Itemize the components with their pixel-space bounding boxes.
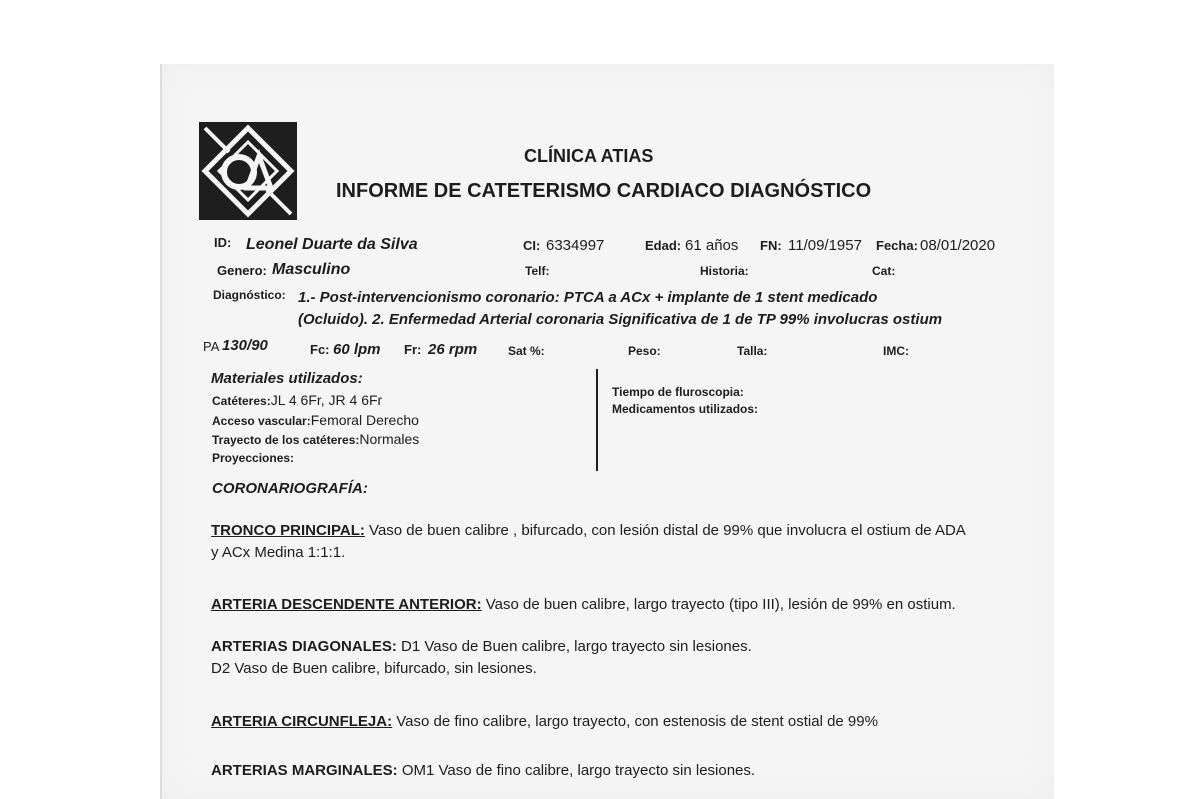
materiales-heading: Materiales utilizados: <box>211 370 363 387</box>
tronco-text-2: y ACx Medina 1:1:1. <box>211 544 346 561</box>
ci-label: CI: <box>523 238 541 253</box>
marginales-text: OM1 Vaso de fino calibre, largo trayecto sin lesiones. <box>397 762 756 779</box>
acceso-row <box>212 412 419 430</box>
trayecto-value: Normales <box>359 431 420 447</box>
fecha-label: Fecha: <box>876 238 918 253</box>
trayecto-row <box>212 431 419 449</box>
fr-value: 26 rpm <box>428 341 478 358</box>
diagonales-text-2: D2 Vaso de Buen calibre, bifurcado, sin lesiones. <box>211 660 537 677</box>
fecha-value: 08/01/2020 <box>920 237 996 254</box>
ci-value: 6334997 <box>546 237 605 254</box>
acceso-label: Acceso vascular: <box>212 414 311 428</box>
marginales-label: ARTERIAS MARGINALES: <box>211 762 398 779</box>
fn-value: 11/09/1957 <box>788 237 862 254</box>
diagonales-text-1: D1 Vaso de Buen calibre, largo trayecto sin lesiones. <box>396 638 752 655</box>
id-label: ID: <box>214 235 232 250</box>
historia-label: Historia: <box>700 264 749 278</box>
column-divider <box>596 369 598 471</box>
cateteres-label: Catéteres: <box>212 394 271 408</box>
pa-label: PA <box>203 339 220 354</box>
circunfleja-text: Vaso de fino calibre, largo trayecto, con estenosis de stent ostial de 99% <box>392 713 878 730</box>
tronco-text-1: Vaso de buen calibre , bifurcado, con lesión distal de 99% que involucra el ostium de ADA <box>364 522 966 539</box>
telf-label: Telf: <box>525 264 550 278</box>
talla-label: Talla: <box>737 344 768 358</box>
ada-label: ARTERIA DESCENDENTE ANTERIOR: <box>211 596 482 613</box>
diagnostico-line-1: 1.- Post-intervencionismo coronario: PTCA a ACx + implante de 1 stent medicado <box>298 289 878 306</box>
peso-label: Peso: <box>628 344 661 358</box>
diagnostico-line-2: (Ocluido). 2. Enfermedad Arterial coronaria Significativa de 1 de TP 99% involucras ostium <box>298 311 943 328</box>
tronco-label: TRONCO PRINCIPAL: <box>211 522 365 539</box>
fc-value: 60 lpm <box>333 341 381 358</box>
fr-label: Fr: <box>404 342 422 357</box>
edad-label: Edad: <box>645 238 682 253</box>
ada-text: Vaso de buen calibre, largo trayecto (tipo III), lesión de 99% en ostium. <box>481 596 956 613</box>
imc-label: IMC: <box>883 344 909 358</box>
fc-label: Fc: <box>310 342 330 357</box>
fluoroscopia-label: Tiempo de fluroscopia: <box>612 385 744 399</box>
ada-paragraph <box>211 594 956 616</box>
diagnostico-label: Diagnóstico: <box>213 288 286 302</box>
tronco-paragraph <box>211 520 966 564</box>
fn-label: FN: <box>760 238 782 253</box>
report-title: INFORME DE CATETERISMO CARDIACO DIAGNÓSTICO <box>336 180 872 202</box>
diagonales-label: ARTERIAS DIAGONALES: <box>211 638 397 655</box>
cateteres-row <box>212 392 382 410</box>
sat-label: Sat %: <box>508 344 545 358</box>
proyecciones-label: Proyecciones: <box>212 451 295 465</box>
circunfleja-label: ARTERIA CIRCUNFLEJA: <box>211 713 393 730</box>
genero-value: Masculino <box>272 261 351 278</box>
genero-label: Genero: <box>217 263 267 278</box>
edad-value: 61 años <box>685 237 739 254</box>
clinic-name: CLÍNICA ATIAS <box>524 146 654 166</box>
marginales-paragraph <box>211 760 755 782</box>
cat-label: Cat: <box>872 264 896 278</box>
trayecto-label: Trayecto de los catéteres: <box>212 433 360 447</box>
diagonales-paragraph <box>211 636 752 680</box>
clinic-logo-icon <box>199 122 297 220</box>
cateteres-value: JL 4 6Fr, JR 4 6Fr <box>270 392 383 408</box>
circunfleja-paragraph <box>211 711 878 733</box>
medicamentos-label: Medicamentos utilizados: <box>612 402 759 416</box>
acceso-value: Femoral Derecho <box>310 412 419 428</box>
patient-name: Leonel Duarte da Silva <box>246 236 418 253</box>
coronariografia-heading: CORONARIOGRAFÍA: <box>212 480 368 497</box>
pa-value: 130/90 <box>222 337 268 354</box>
